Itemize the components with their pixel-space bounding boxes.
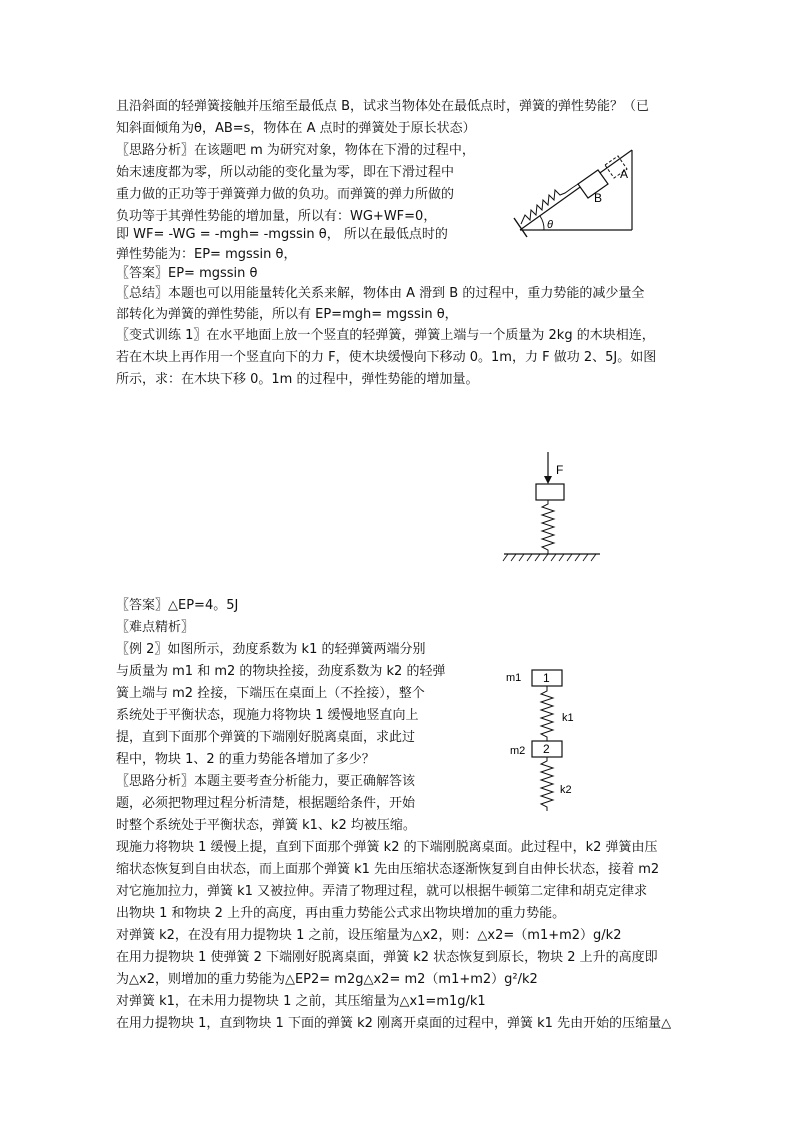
block-1-label: 1 [543,671,550,685]
incline-surface [520,150,632,230]
text-line: 〖例 2〗如图所示，劲度系数为 k1 的轻弹簧两端分别 [116,642,426,657]
text-line: 始末速度都为零，所以动能的变化量为零，即在下滑过程中 [116,165,455,180]
text-line: 与质量为 m1 和 m2 的物块拴接，劲度系数为 k2 的轻弹 [116,664,446,679]
label-m1: m1 [506,672,522,684]
spring-k2 [541,757,553,811]
text-line: 〖变式训练 1〗在水平地面上放一个竖直的轻弹簧，弹簧上端与一个质量为 2kg 的木块相连， [116,328,655,343]
text-line: 〖思路分析〗在该题吧 m 为研究对象，物体在下滑的过程中， [116,143,475,158]
text-line: 系统处于平衡状态，现施力将物块 1 缓慢地竖直向上 [116,708,419,723]
text-line: 提，直到下面那个弹簧的下端刚好脱离桌面，求此过 [116,730,416,745]
text-line: 对弹簧 k2，在没有用力提物块 1 之前，设压缩量为△x2，则：△x2=（m1+m2）g/k2 [116,928,622,943]
text-line: 知斜面倾角为θ，AB=s，物体在 A 点时的弹簧处于原长状态） [116,121,476,136]
spring [521,184,578,224]
text-line: 〖答案〗△EP=4。5J [116,598,239,613]
text-line: 〖思路分析〗本题主要考查分析能力，要正确解答该 [116,774,416,789]
label-m2: m2 [510,745,526,757]
text-line: 〖总结〗本题也可以用能量转化关系来解，物体由 A 滑到 B 的过程中，重力势能的减少量全 [116,286,645,301]
block [536,484,564,500]
label-a: A [620,167,629,181]
text-line: 对它施加拉力，弹簧 k1 又被拉伸。弄清了物理过程，就可以根据牛顿第二定律和胡克定律求 [116,884,648,899]
force-arrowhead [544,476,552,484]
spring-stopper [514,218,527,237]
two-block-spring-figure [500,665,600,815]
label-k1: k1 [562,712,574,724]
ground-hatching [503,554,596,561]
text-line: 题，必须把物理过程分析清楚，根据题给条件，开始 [116,796,416,811]
angle-arc [540,216,544,230]
text-line: 时整个系统处于平衡状态，弹簧 k1、k2 均被压缩。 [116,818,416,833]
theta-label: θ [547,219,553,231]
text-line: 重力做的正功等于弹簧弹力做的负功。而弹簧的弹力所做的 [116,187,455,202]
label-k2: k2 [560,784,572,796]
text-line: 〖答案〗EP= mgssin θ [116,266,258,281]
text-line: 在用力提物块 1 使弹簧 2 下端刚好脱离桌面，弹簧 k2 状态恢复到原长，物块 2 上升的高度即 [116,950,658,965]
text-line: 为△x2，则增加的重力势能为△EP2= m2g△x2= m2（m1+m2）g²/k2 [116,972,538,987]
text-line: 且沿斜面的轻弹簧接触并压缩至最低点 B，试求当物体处在最低点时，弹簧的弹性势能？（已 [116,99,650,114]
spring-k1 [541,686,553,741]
text-line: 在用力提物块 1，直到物块 1 下面的弹簧 k2 刚离开桌面的过程中，弹簧 k1 先由开始的压缩量△ [116,1016,672,1031]
text-line: 对弹簧 k1，在未用力提物块 1 之前，其压缩量为△x1=m1g/k1 [116,994,486,1009]
text-line: 现施力将物块 1 缓慢上提，直到下面那个弹簧 k2 的下端刚脱离桌面。此过程中，k2 弹簧由压 [116,840,658,855]
label-f: F [556,463,564,477]
text-line: 部转化为弹簧的弹性势能，所以有 EP=mgh= mgssin θ， [116,307,458,322]
text-line: 出物块 1 和物块 2 上升的高度，再由重力势能公式求出物块增加的重力势能。 [116,906,566,921]
vertical-spring-force-figure [500,448,610,568]
text-line: 负功等于其弹性势能的增加量，所以有：WG+WF=0， [116,209,437,224]
label-b: B [594,191,603,205]
text-line: 〖难点精析〗 [116,620,195,635]
block-2-label: 2 [543,742,550,756]
text-line: 即 WF= -WG = -mgh= -mgssin θ， 所以在最低点时的 [116,227,448,242]
text-line: 簧上端与 m2 拴接，下端压在桌面上（不拴接），整个 [116,686,425,701]
incline-spring-figure [510,138,640,238]
text-line: 所示，求：在木块下移 0。1m 的过程中，弹性势能的增加量。 [116,372,479,387]
text-line: 弹性势能为：EP= mgssin θ， [116,247,297,262]
text-line: 程中，物块 1、2 的重力势能各增加了多少？ [116,752,375,767]
text-line: 缩状态恢复到自由状态，而上面那个弹簧 k1 先由压缩状态逐渐恢复到自由伸长状态，接着 m2 [116,862,660,877]
spring [542,500,554,554]
text-line: 若在木块上再作用一个竖直向下的力 F，使木块缓慢向下移动 0。1m，力 F 做功 2、5J。如图 [116,350,657,365]
block-at-b [578,170,608,198]
